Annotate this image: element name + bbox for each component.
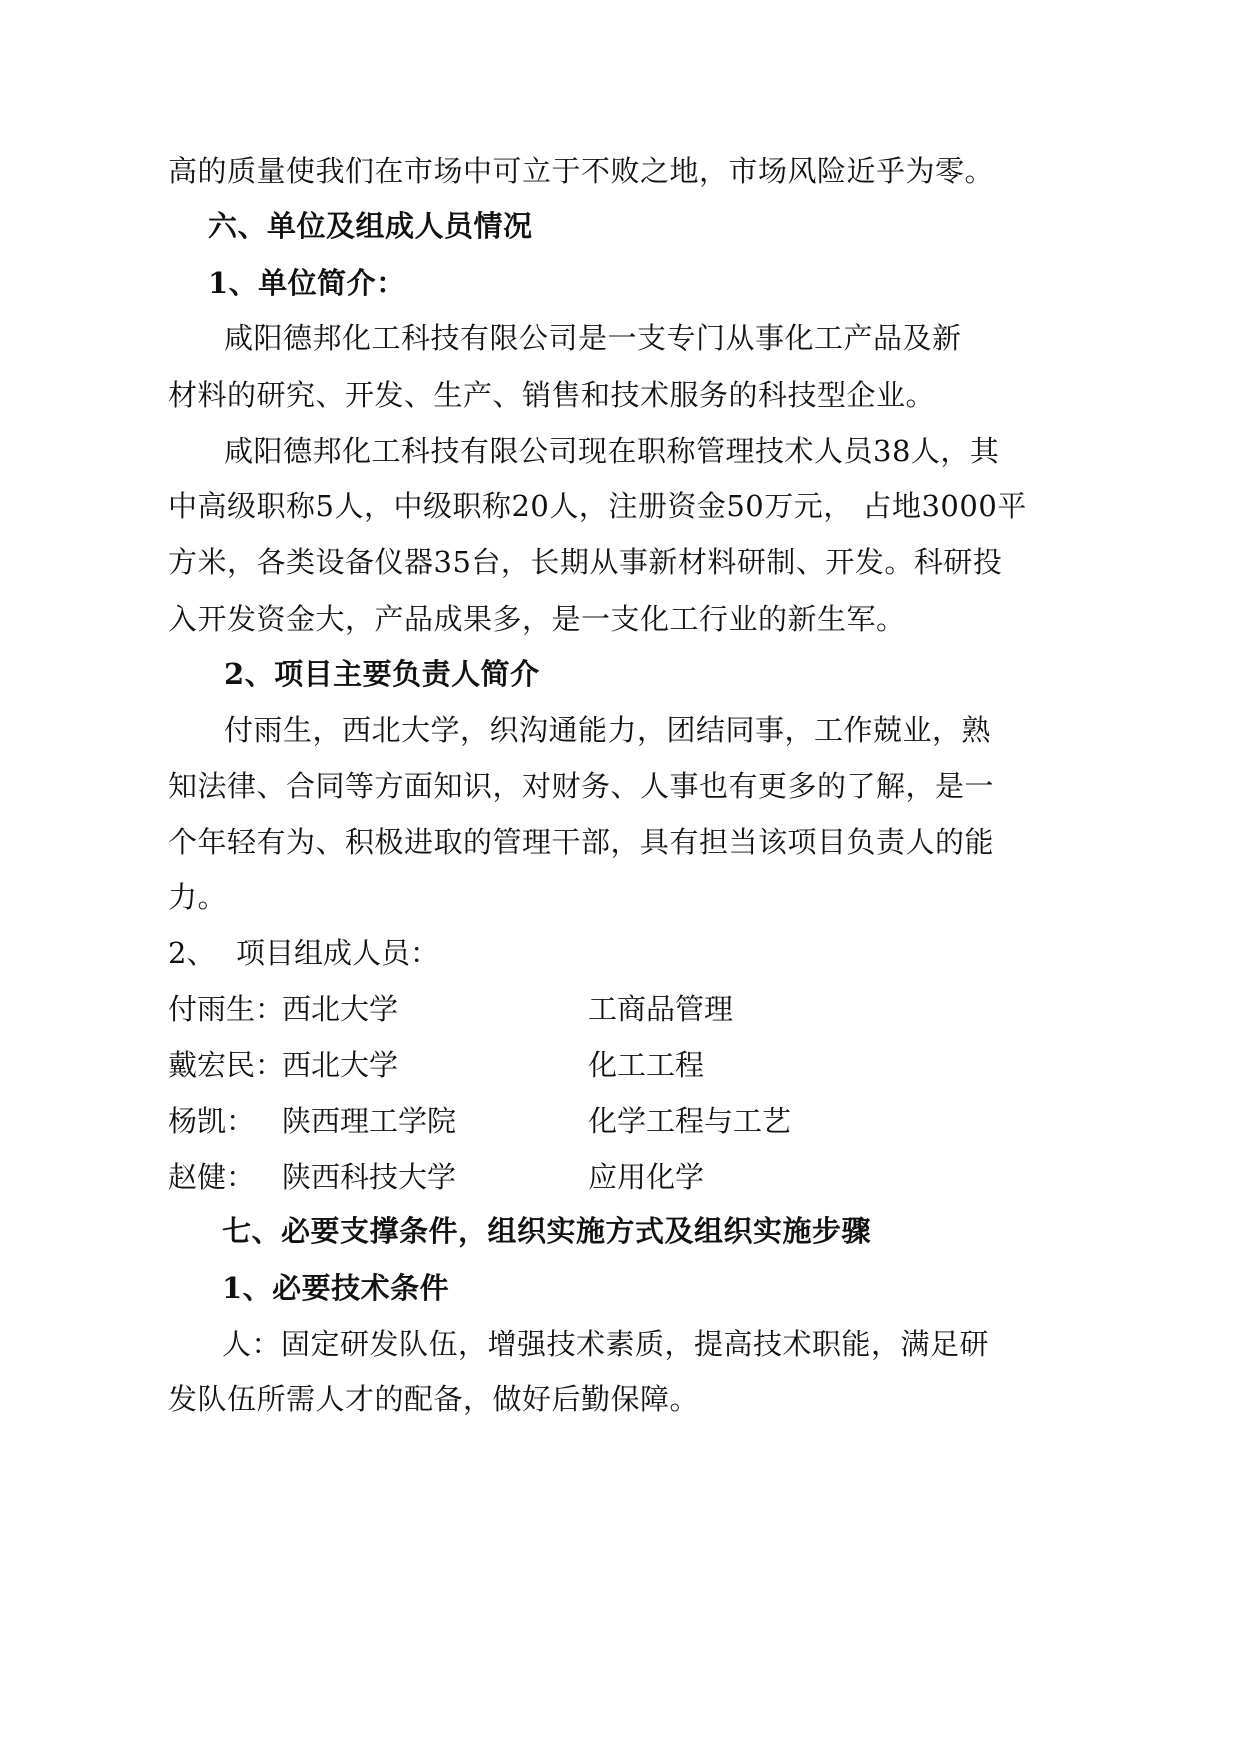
member-2-school: 西北大学 — [282, 1048, 399, 1082]
member-4-major: 应用化学 — [588, 1160, 705, 1194]
member-2-name: 戴宏民： — [168, 1048, 285, 1082]
member-4-name: 赵健： — [168, 1160, 256, 1194]
people-paragraph-line-1: 人：固定研发队伍，增强技术素质，提高技术职能，满足研 — [222, 1327, 990, 1361]
unit-intro-heading: 1、单位简介： — [208, 266, 406, 300]
member-3-major: 化学工程与工艺 — [588, 1104, 792, 1138]
unit-intro-paragraph-2-line-2: 中高级职称5人，中级职称20人，注册资金50万元， 占地3000平 — [168, 489, 1027, 523]
unit-intro-paragraph-1-line-2: 材料的研究、开发、生产、销售和技术服务的科技型企业。 — [168, 378, 936, 412]
leader-paragraph-line-2: 知法律、合同等方面知识，对财务、人事也有更多的了解，是一 — [168, 769, 995, 803]
leader-paragraph-line-1: 付雨生，西北大学，织沟通能力，团结同事，工作兢业，熟 — [224, 713, 992, 747]
leader-paragraph-line-4: 力。 — [168, 880, 228, 914]
member-3-school: 陕西理工学院 — [282, 1104, 457, 1138]
section-6-heading: 六、单位及组成人员情况 — [208, 209, 533, 243]
member-1-name: 付雨生： — [168, 992, 285, 1026]
members-heading: 项目组成人员： — [236, 936, 440, 970]
continuation-line: 高的质量使我们在市场中可立于不败之地，市场风险近乎为零。 — [168, 154, 995, 188]
member-2-major: 化工工程 — [588, 1048, 705, 1082]
unit-intro-paragraph-2-line-1: 咸阳德邦化工科技有限公司现在职称管理技术人员38人，其 — [224, 434, 1000, 468]
members-number: 2、 — [168, 936, 216, 970]
leader-intro-heading: 2、项目主要负责人简介 — [224, 657, 540, 691]
tech-conditions-heading: 1、必要技术条件 — [222, 1271, 450, 1305]
member-3-name: 杨凯： — [168, 1104, 256, 1138]
unit-intro-paragraph-1-line-1: 咸阳德邦化工科技有限公司是一支专门从事化工产品及新 — [224, 321, 962, 355]
unit-intro-paragraph-2-line-4: 入开发资金大，产品成果多，是一支化工行业的新生军。 — [168, 602, 906, 636]
people-paragraph-line-2: 发队伍所需人才的配备，做好后勤保障。 — [168, 1382, 700, 1416]
member-4-school: 陕西科技大学 — [282, 1160, 457, 1194]
leader-paragraph-line-3: 个年轻有为、积极进取的管理干部，具有担当该项目负责人的能 — [168, 825, 995, 859]
section-7-heading: 七、必要支撑条件，组织实施方式及组织实施步骤 — [222, 1214, 872, 1248]
member-1-major: 工商品管理 — [588, 992, 734, 1026]
unit-intro-paragraph-2-line-3: 方米，各类设备仪器35台，长期从事新材料研制、开发。科研投 — [168, 545, 1003, 579]
member-1-school: 西北大学 — [282, 992, 399, 1026]
